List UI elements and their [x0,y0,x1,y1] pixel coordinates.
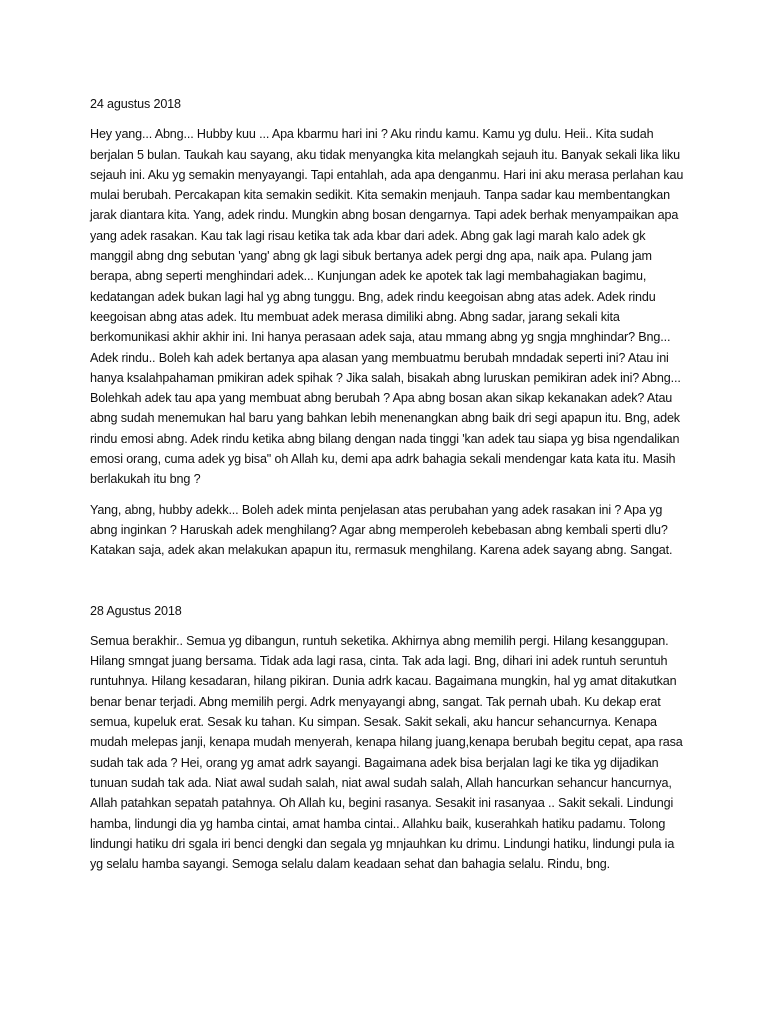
diary-entry-1 [90,94,690,561]
entry-paragraph: Hey yang... Abng... Hubby kuu ... Apa kbarmu hari ini ? Aku rindu kamu. Kamu yg dulu. Heii.. Kita sudah berjalan 5 bulan. Taukah kau sayang, aku tidak menyangka kita melangkah sejauh itu. Banyak sekali lika liku sejauh ini. Aku yg semakin menyayangi. Tapi entahlah, ada apa denganmu. Hari ini aku merasa perlahan kau mulai berubah. Percakapan kita semakin sedikit. Kita semakin menjauh. Tanpa sadar kau membentangkan jarak diantara kita. Yang, adek rindu. Mungkin abng bosan dengarnya. Tapi adek berhak menyampaikan apa yang adek rasakan. Kau tak lagi risau ketika tak ada kbar dari adek. Abng gak lagi marah kalo adek gk manggil abng dng sebutan 'yang' abng gk lagi sibuk bertanya adek pergi dng apa, naik apa. Pulang jam berapa, abng seperti menghindari adek... Kunjungan adek ke apotek tak lagi membahagiakan bagimu, kedatangan adek bukan lagi hal yg abng tunggu. Bng, adek rindu keegoisan abng atas adek. Adek rindu keegoisan abng atas adek. Itu membuat adek merasa dimiliki abng. Abng sadar, jarang sekali kita berkomunikasi akhir akhir ini. Ini hanya perasaan adek saja, atau mmang abng yg sngja mnghindar? Bng... Adek rindu.. Boleh kah adek bertanya apa alasan yang membuatmu berubah mndadak seperti ini? Atau ini hanya ksalahpahaman pmikiran adek spihak ? Jika salah, bisakah abng luruskan pemikiran adek ini? Abng... Bolehkah adek tau apa yang membuat abng berubah ? Apa abng bosan akan sikap kekanakan adek? Atau abng sudah menemukan hal baru yang bahkan lebih menenangkan abng baik dri segi apapun itu. Bng, adek rindu emosi abng. Adek rindu ketika abng bilang dengan nada tinggi 'kan adek tau siapa yg bisa ngendalikan emosi orang, cuma adek yg bisa" oh Allah ku, demi apa adrk bahagia sekali mendengar kata kata itu. Masih berlakukah itu bng ? [90,127,684,487]
entry-paragraph: Yang, abng, hubby adekk... Boleh adek minta penjelasan atas perubahan yang adek rasakan ini ? Apa yg abng inginkan ? Haruskah adek menghilang? Agar abng memperoleh kebebasan abng kembali sperti dlu? Katakan saja, adek akan melakukan apapun itu, rermasuk menghilang. Karena adek sayang abng. Sangat. [90,502,673,558]
entry-paragraph: Semua berakhir.. Semua yg dibangun, runtuh seketika. Akhirnya abng memilih pergi. Hilang kesanggupan. Hilang smngat juang bersama. Tidak ada lagi rasa, cinta. Tak ada lagi. Bng, dihari ini adek runtuh seruntuh runtuhnya. Hilang kesadaran, hilang pikiran. Dunia adrk kacau. Bagaimana mungkin, hal yg amat ditakutkan benar benar terjadi. Abng memilih pergi. Adrk menyayangi abng, sangat. Tak pernah ubah. Ku dekap erat semua, kupeluk erat. Sesak ku tahan. Ku simpan. Sesak. Sakit sekali, aku hancur sehancurnya. Kenapa mudah melepas janji, kenapa mudah menyerah, kenapa hilang juang,kenapa berubah begitu cepat, apa rasa sudah tak ada ? Hei, orang yg amat adrk sayangi. Bagaimana adek bisa berjalan lagi ke tika yg dijadikan tunuan sudah tak ada. Niat awal sudah salah, niat awal sudah salah, Allah hancurkan sehancur hancurnya, Allah patahkan sepatah patahnya. Oh Allah ku, begini rasanya. Sesakit ini rasanyaa .. Sakit sekali. Lindungi hamba, lindungi dia yg hamba cintai, amat hamba cintai.. Allahku baik, kuserahkah hatiku padamu. Tolong lindungi hatiku dri sgala iri benci dengki dan segala yg mnjauhkan ku drimu. Lindungi hatiku, lindungi pula ia yg selalu hamba sayangi. Semoga selalu dalam keadaan sehat dan bahagia selalu. Rindu, bng. [90,633,683,872]
entry-spacer [90,571,690,601]
diary-entry-2 [90,601,690,875]
entry-date: 24 agustus 2018 [90,97,181,111]
entry-date: 28 Agustus 2018 [90,603,182,618]
document-page [90,94,690,884]
